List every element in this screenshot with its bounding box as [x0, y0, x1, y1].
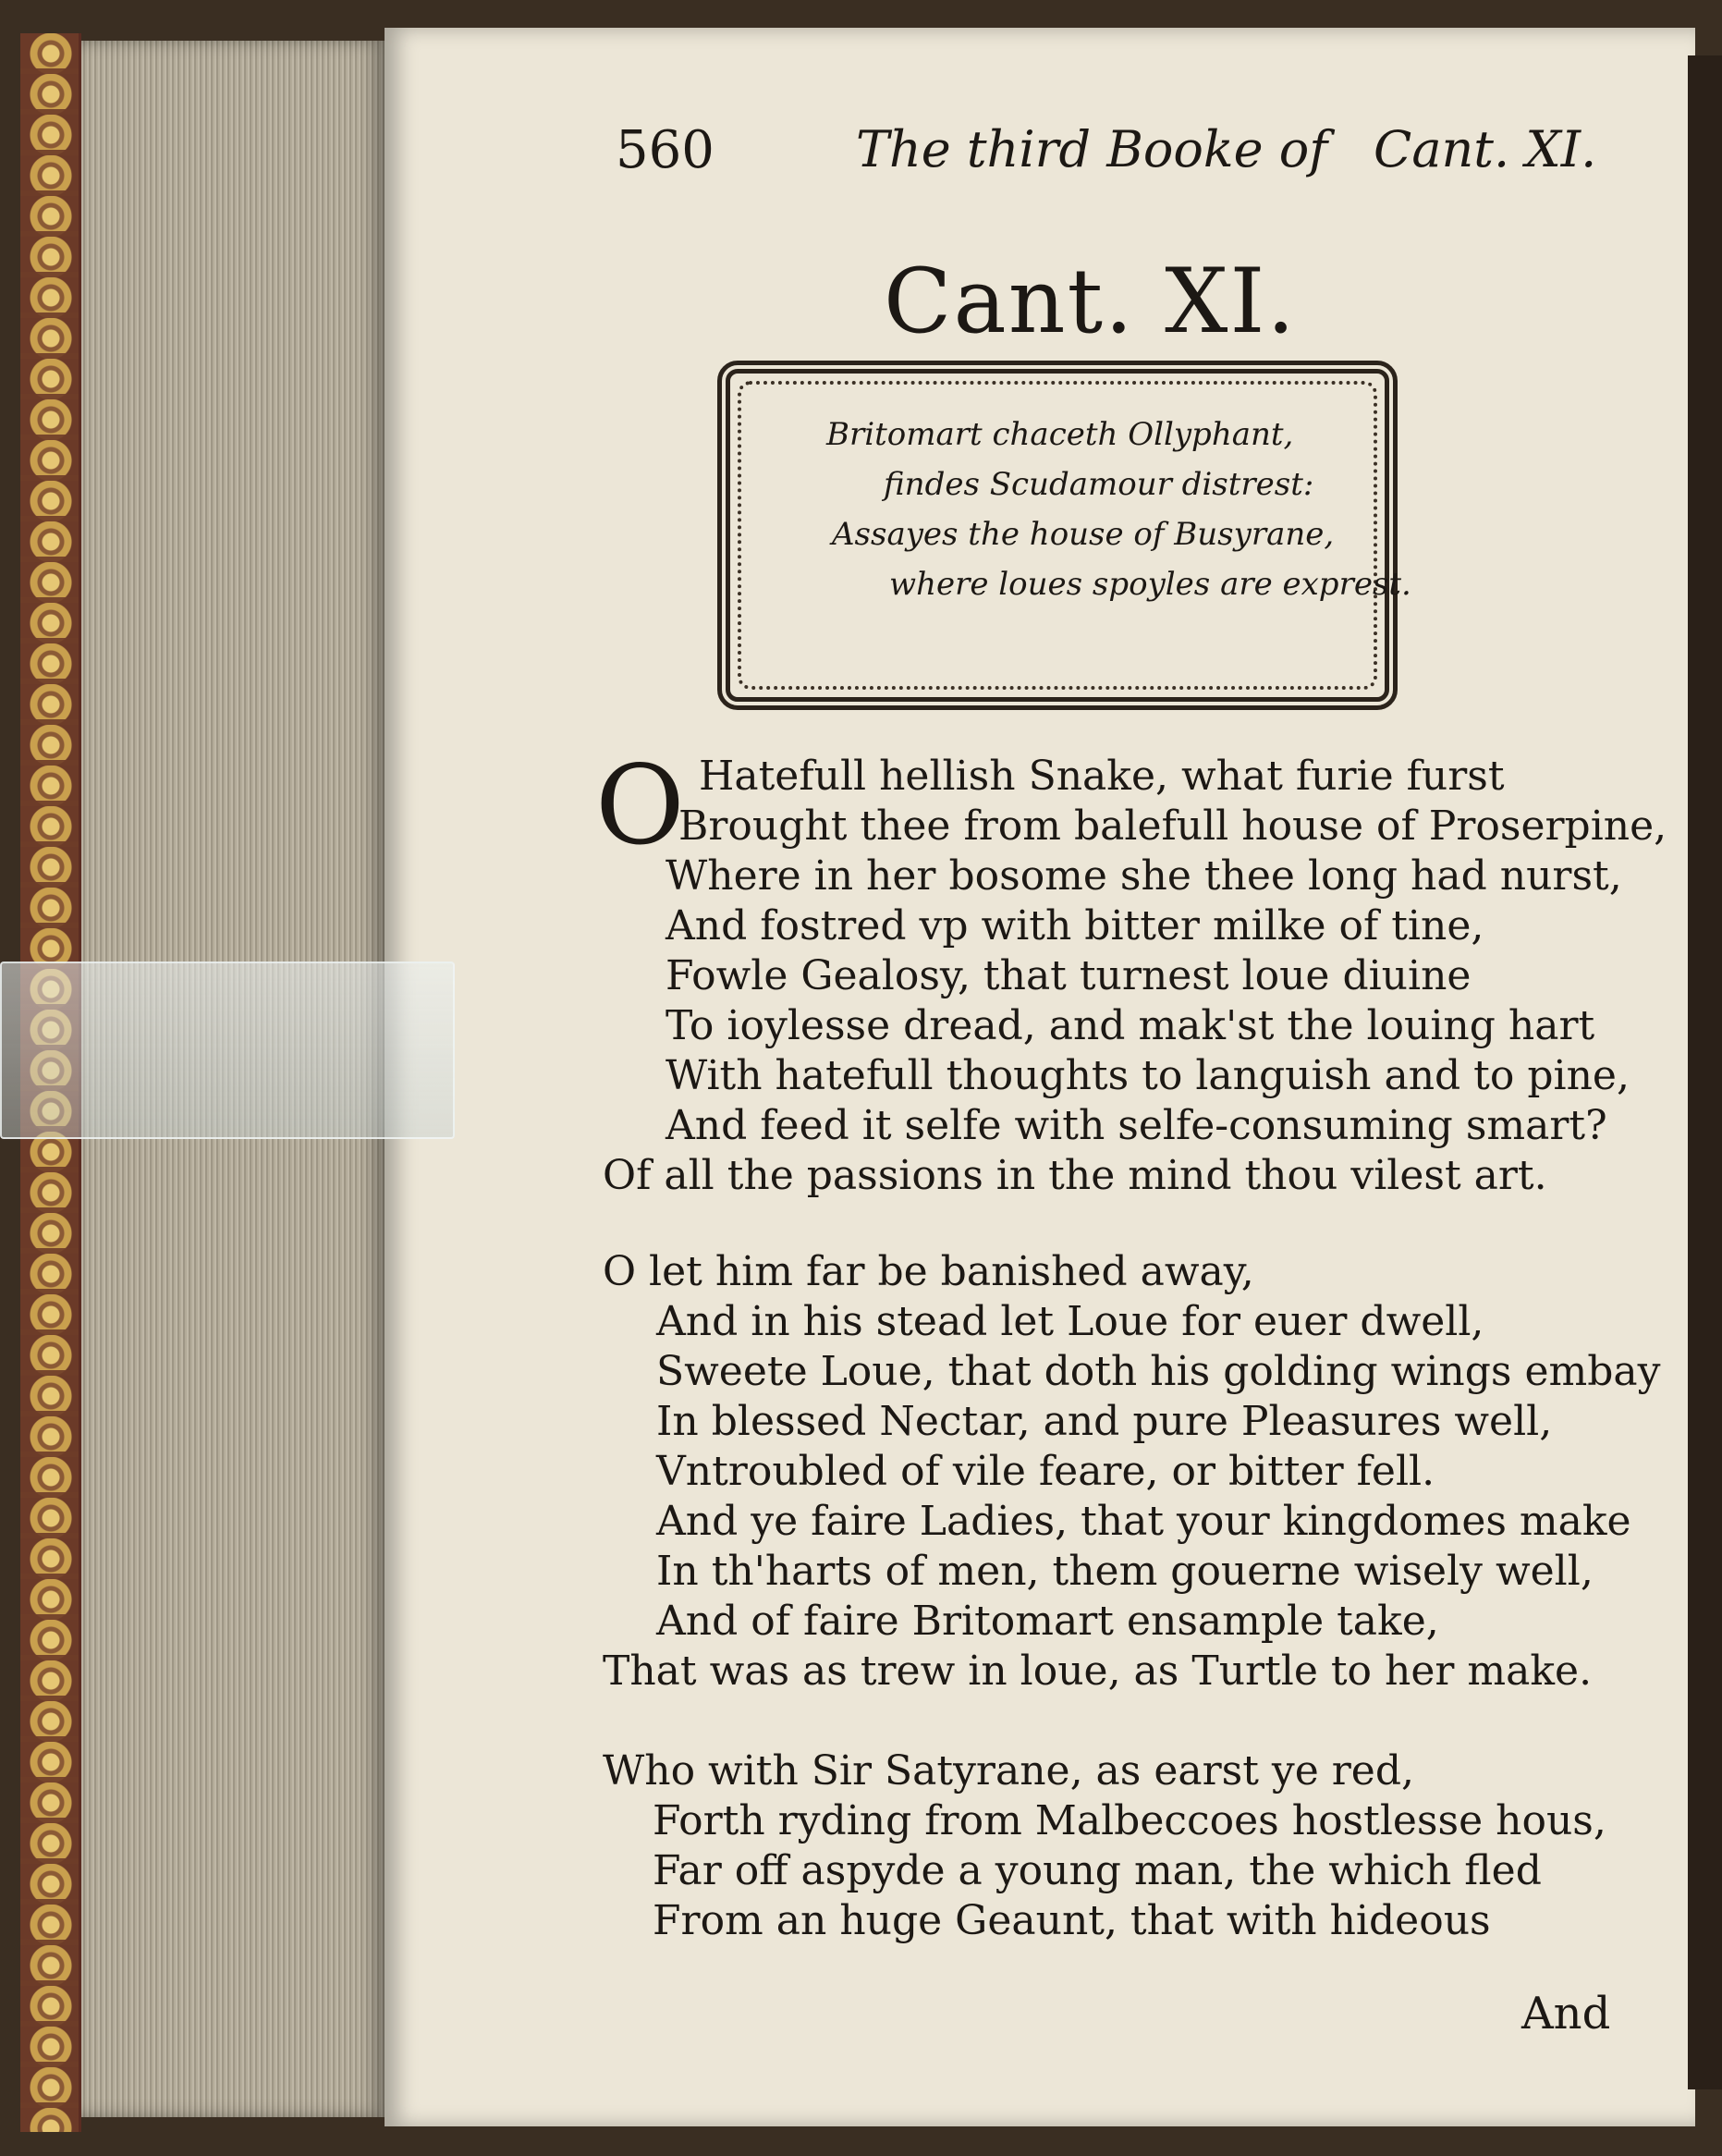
- verse-line: O let him far be banished away,: [603, 1248, 1254, 1295]
- verse-line: Vntroubled of vile feare, or bitter fell.: [656, 1448, 1435, 1495]
- argument-line: Britomart chaceth Ollyphant,: [826, 416, 1294, 453]
- canto-reference: Cant. XI.: [1374, 120, 1597, 178]
- argument-line: findes Scudamour distrest:: [884, 466, 1314, 503]
- verse-line: With hatefull thoughts to languish and to pine,: [666, 1052, 1630, 1099]
- verse-line: And in his stead let Loue for euer dwell,: [656, 1298, 1484, 1345]
- page: [385, 28, 1695, 2126]
- verse-line: In th'harts of men, them gouerne wisely well,: [656, 1548, 1594, 1595]
- verse-line: Brought thee from balefull house of Proserpine,: [678, 802, 1667, 850]
- verse-line: That was as trew in loue, as Turtle to her make.: [603, 1648, 1593, 1695]
- right-gutter: [1688, 55, 1722, 2089]
- verse-line: Sweete Loue, that doth his golding wings embay: [656, 1348, 1661, 1395]
- verse-line: To ioylesse dread, and mak'st the louing hart: [666, 1002, 1595, 1049]
- argument-line: where loues spoyles are exprest.: [889, 566, 1411, 603]
- verse-line: Fowle Gealosy, that turnest loue diuine: [666, 952, 1472, 999]
- verse-line: Of all the passions in the mind thou vilest art.: [603, 1152, 1547, 1199]
- verse-line: And ye faire Ladies, that your kingdomes make: [656, 1498, 1631, 1545]
- verse-line: Hatefull hellish Snake, what furie furst: [699, 753, 1505, 800]
- page-clip: [0, 962, 455, 1139]
- verse-line: Where in her bosome she thee long had nurst,: [666, 852, 1622, 900]
- verse-line: In blessed Nectar, and pure Pleasures well,: [656, 1398, 1553, 1445]
- catchword: And: [1521, 1988, 1611, 2040]
- argument-line: Assayes the house of Busyrane,: [832, 516, 1335, 553]
- drop-cap: O: [595, 741, 685, 869]
- page-number: 560: [616, 120, 714, 180]
- verse-line: Who with Sir Satyrane, as earst ye red,: [603, 1747, 1415, 1795]
- verse-line: Forth ryding from Malbeccoes hostlesse hous,: [653, 1797, 1606, 1844]
- verse-line: And of faire Britomart ensample take,: [656, 1598, 1439, 1645]
- canto-title: Cant. XI.: [884, 250, 1297, 353]
- verse-line: And fostred vp with bitter milke of tine,: [666, 902, 1484, 949]
- verse-line: And feed it selfe with selfe-consuming smart?: [666, 1102, 1607, 1149]
- running-title: The third Booke of: [856, 120, 1328, 178]
- verse-line: Far off aspyde a young man, the which fled: [653, 1847, 1542, 1894]
- verse-line: From an huge Geaunt, that with hideous: [653, 1897, 1491, 1944]
